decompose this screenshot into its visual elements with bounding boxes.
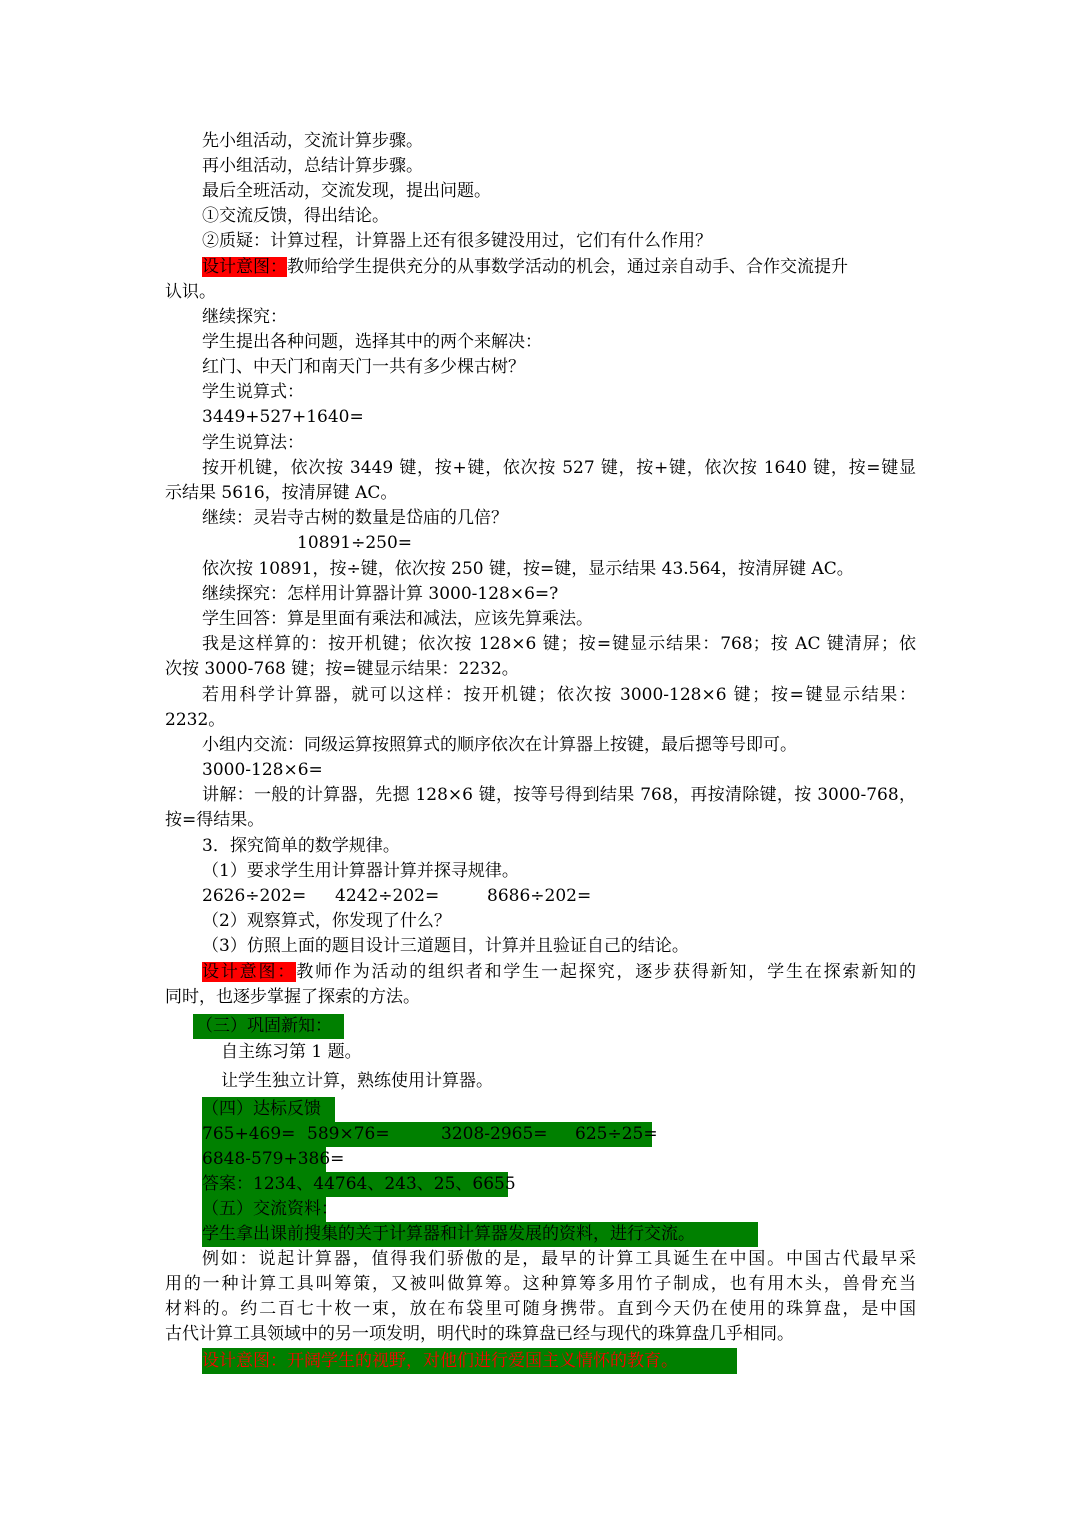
- formula-line: 3000-128×6=: [202, 760, 323, 780]
- text-line: 用的一种计算工具叫筹策，又被叫做算筹。这种算筹多用竹子制成，也有用木头，兽骨充当: [165, 1274, 916, 1294]
- text-line: 继续：灵岩寺古树的数量是岱庙的几倍？: [202, 508, 508, 528]
- text-line: （3）仿照上面的题目设计三道题目，计算并且验证自己的结论。: [202, 936, 689, 956]
- text-line: 学生拿出课前搜集的关于计算器和计算器发展的资料，进行交流。: [202, 1224, 695, 1244]
- text-line: 2232。: [165, 710, 226, 730]
- text-line: （1）要求学生用计算器计算并探寻规律。: [202, 861, 519, 881]
- text-line: 继续探究：怎样用计算器计算 3000-128×6=?: [202, 584, 559, 604]
- formula-line: 4242÷202=: [335, 886, 440, 906]
- text-line: 最后全班活动，交流发现，提出问题。: [202, 181, 491, 201]
- text-line: ②质疑：计算过程，计算器上还有很多键没用过，它们有什么作用？: [202, 231, 712, 251]
- text-line: 红门、中天门和南天门一共有多少棵古树？: [202, 357, 525, 377]
- text-line: 小组内交流：同级运算按照算式的顺序依次在计算器上按键，最后摁等号即可。: [202, 735, 797, 755]
- design-intent-text: 教师作为活动的组织者和学生一起探究，逐步获得新知，学生在探索新知的: [296, 962, 917, 982]
- text-line: 例如：说起计算器，值得我们骄傲的是，最早的计算工具诞生在中国。中国古代最早采: [202, 1249, 916, 1269]
- text-line: 自主练习第 1 题。: [221, 1042, 362, 1062]
- section-heading: （三）巩固新知：: [196, 1016, 332, 1036]
- text-line: 若用科学计算器，就可以这样：按开机键；依次按 3000-128×6 键；按=键显示结果：: [202, 685, 916, 705]
- text-line: 材料的。约二百七十枚一束，放在布袋里可随身携带。直到今天仍在使用的珠算盘，是中国: [165, 1299, 916, 1319]
- section-heading: （五）交流资料：: [202, 1199, 338, 1219]
- exercise-formula: 589×76=: [307, 1124, 390, 1144]
- design-intent-line: [202, 960, 916, 985]
- text-line: 讲解：一般的计算器，先摁 128×6 键，按等号得到结果 768，再按清除键，按 3000-768，: [202, 785, 916, 805]
- text-line: 同时，也逐步掌握了探索的方法。: [165, 987, 420, 1007]
- formula-line: 8686÷202=: [487, 886, 592, 906]
- text-line: 按开机键，依次按 3449 键，按+键，依次按 527 键，按+键，依次按 1640 键，按=键显: [202, 458, 916, 478]
- answers-line: 答案：1234、44764、243、25、6655: [202, 1174, 516, 1194]
- text-line: 学生说算法：: [202, 433, 304, 453]
- design-intent-text: 教师给学生提供充分的从事数学活动的机会，通过亲自动手、合作交流提升: [287, 257, 848, 277]
- exercise-formula: 6848-579+386=: [202, 1149, 345, 1169]
- formula-line: 10891÷250=: [297, 533, 413, 553]
- text-line: 学生提出各种问题，选择其中的两个来解决：: [202, 332, 542, 352]
- section-heading: （四）达标反馈: [202, 1099, 321, 1119]
- text-line: 古代计算工具领域中的另一项发明，明代时的珠算盘已经与现代的珠算盘几乎相同。: [165, 1324, 794, 1344]
- text-line: 认识。: [165, 282, 216, 302]
- text-line: 再小组活动，总结计算步骤。: [202, 156, 423, 176]
- formula-line: 2626÷202=: [202, 886, 307, 906]
- exercise-formula: 3208-2965=: [441, 1124, 548, 1144]
- design-intent-line: [202, 255, 848, 280]
- design-intent-label: 设计意图：: [202, 962, 297, 982]
- text-line: ①交流反馈，得出结论。: [202, 206, 389, 226]
- text-line: 次按 3000-768 键；按=键显示结果：2232。: [165, 659, 519, 679]
- exercise-formula: 625÷25=: [575, 1124, 658, 1144]
- text-line: 让学生独立计算，熟练使用计算器。: [221, 1071, 493, 1091]
- text-line: （2）观察算式，你发现了什么？: [202, 911, 451, 931]
- design-intent-label: 设计意图：: [202, 257, 287, 277]
- text-line: 学生说算式：: [202, 382, 304, 402]
- text-line: 示结果 5616，按清屏键 AC。: [165, 483, 398, 503]
- text-line: 学生回答：算是里面有乘法和减法，应该先算乘法。: [202, 609, 593, 629]
- text-line: 继续探究：: [202, 307, 287, 327]
- text-line: 依次按 10891，按÷键，依次按 250 键，按=键，显示结果 43.564，按清屏键 AC。: [202, 559, 854, 579]
- section-heading: 3．探究简单的数学规律。: [202, 836, 400, 856]
- formula-line: 3449+527+1640=: [202, 407, 364, 427]
- text-line: 按=得结果。: [165, 810, 265, 830]
- text-line: 先小组活动，交流计算步骤。: [202, 131, 423, 151]
- text-line: 我是这样算的：按开机键；依次按 128×6 键；按=键显示结果：768；按 AC 键清屏；依: [202, 634, 916, 654]
- exercise-formula: 765+469=: [202, 1124, 296, 1144]
- design-intent-final: 设计意图：开阔学生的视野，对他们进行爱国主义情怀的教育。: [202, 1351, 678, 1371]
